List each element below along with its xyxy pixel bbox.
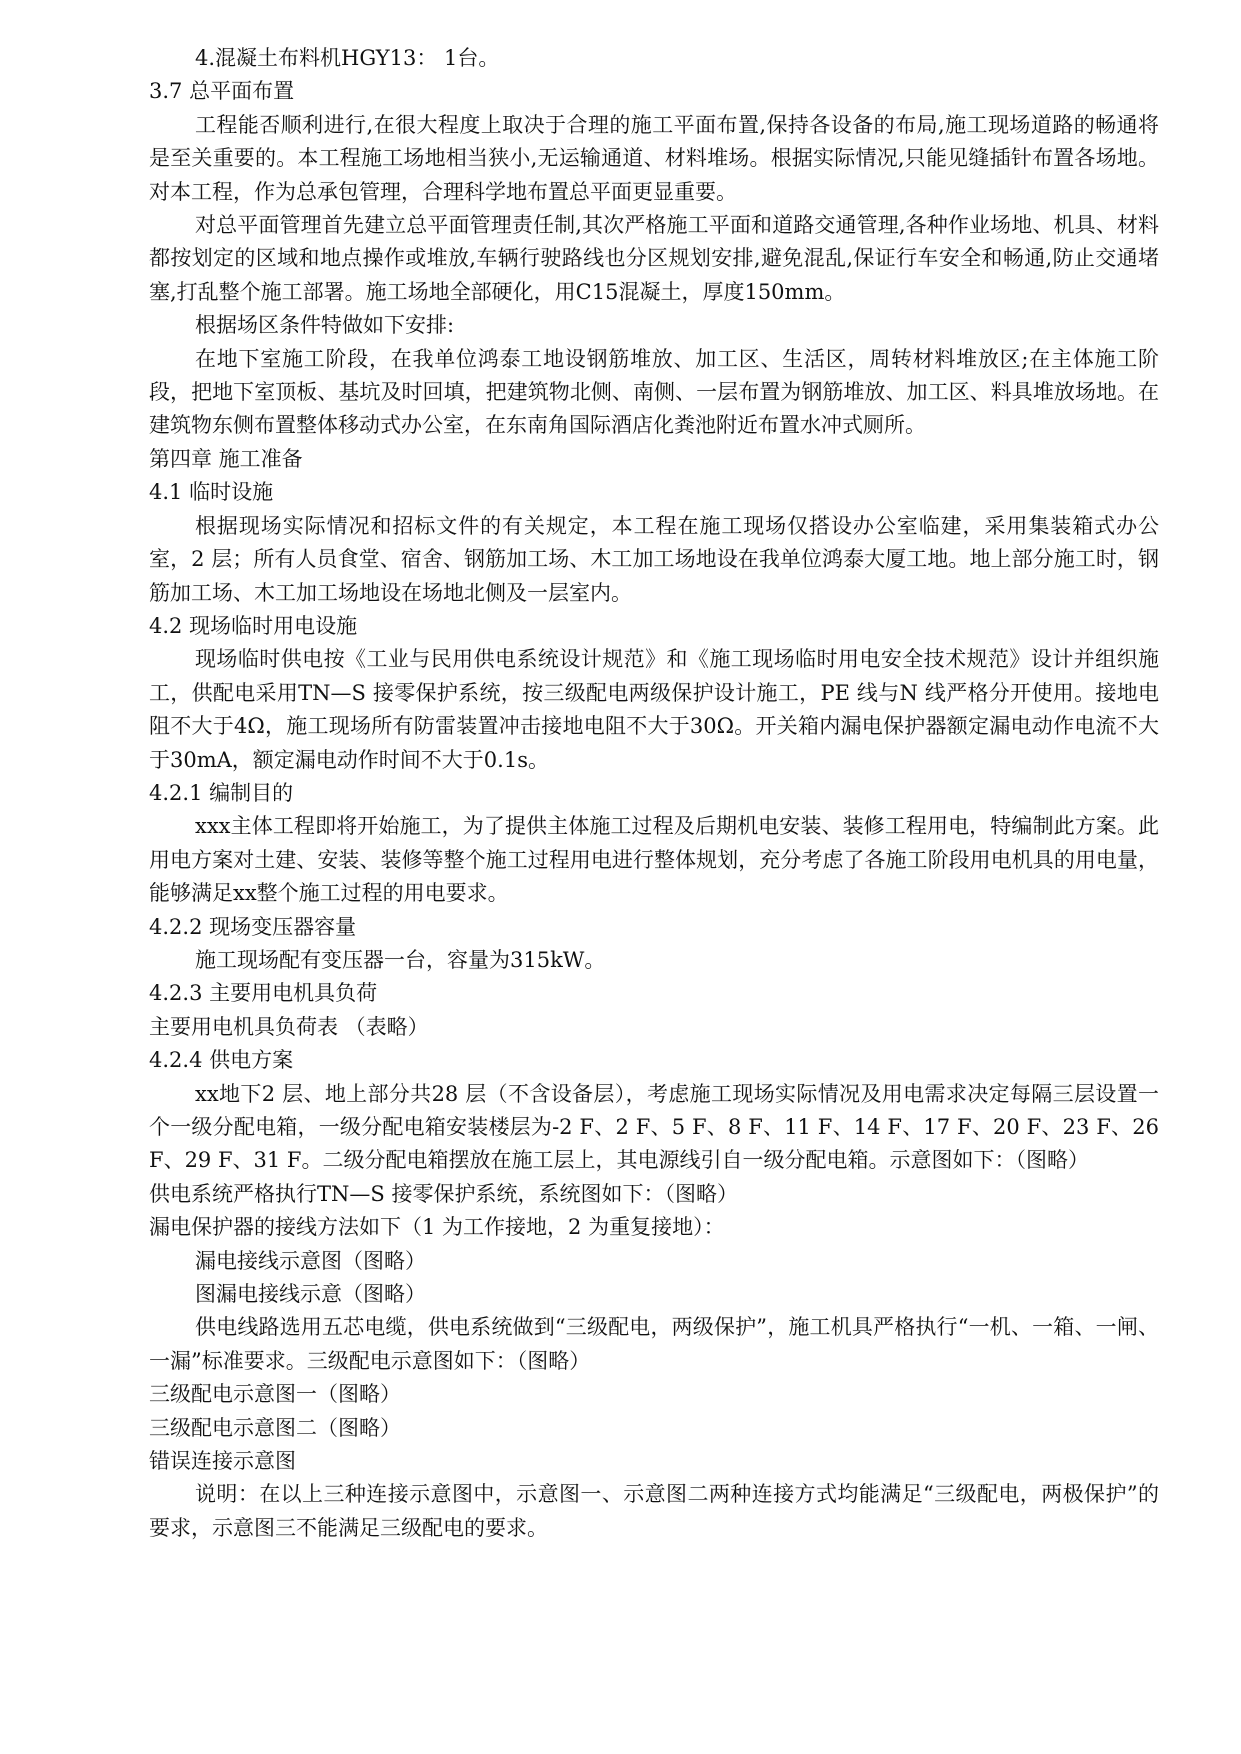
body-paragraph: 施工现场配有变压器一台，容量为315kW。 <box>195 947 606 972</box>
figure-caption: 图漏电接线示意（图略） <box>195 1282 426 1307</box>
chapter-heading-4: 第四章 施工准备 <box>149 446 303 471</box>
body-paragraph: 根据场区条件特做如下安排: <box>195 313 455 338</box>
body-paragraph: 在地下室施工阶段，在我单位鸿泰工地设钢筋堆放、加工区、生活区，周转材料堆放区;在主体施工阶段，把地下室顶板、基坑及时回填，把建筑物北侧、南侧、一层布置为钢筋堆放、加工区、料具堆放场地。在建筑物东侧布置整体移动式办公室，在东南角国际酒店化粪池附近布置水冲式厕所。 <box>149 346 1159 438</box>
figure-caption: 漏电接线示意图（图略） <box>195 1248 426 1273</box>
body-paragraph: xx地下2 层、地上部分共28 层（不含设备层），考虑施工现场实际情况及用电需求决定每隔三层设置一个一级分配电箱，一级分配电箱安装楼层为-2 F、2 F、5 F、8 F、11 F、14 F、17 F、20 F、23 F、26 F、29 F、31 F。二级分配电箱摆放在施工层上，其电源线引自一级分配电箱。示意图如下：（图略） <box>149 1081 1159 1173</box>
section-heading-4-2-4: 4.2.4 供电方案 <box>149 1048 294 1073</box>
body-paragraph: 说明：在以上三种连接示意图中，示意图一、示意图二两种连接方式均能满足“三级配电，两极保护”的要求，示意图三不能满足三级配电的要求。 <box>149 1482 1159 1540</box>
body-paragraph: 供电线路选用五芯电缆，供电系统做到“三级配电，两级保护”，施工机具严格执行“一机、一箱、一闸、一漏”标准要求。三级配电示意图如下：（图略） <box>149 1315 1159 1373</box>
section-heading-4-2: 4.2 现场临时用电设施 <box>149 613 358 638</box>
section-heading-4-2-2: 4.2.2 现场变压器容量 <box>149 914 357 939</box>
section-heading-3-7: 3.7 总平面布置 <box>149 79 295 104</box>
figure-caption: 错误连接示意图 <box>149 1449 296 1474</box>
body-paragraph: 现场临时供电按《工业与民用供电系统设计规范》和《施工现场临时用电安全技术规范》设计并组织施工，供配电采用TN—S 接零保护系统，按三级配电两级保护设计施工，PE 线与N 线严格分开使用。接地电阻不大于4Ω，施工现场所有防雷装置冲击接地电阻不大于30Ω。开关箱内漏电保护器额定漏电动作电流不大于30mA，额定漏电动作时间不大于0.1s。 <box>149 647 1159 772</box>
body-paragraph: 对总平面管理首先建立总平面管理责任制,其次严格施工平面和道路交通管理,各种作业场地、机具、材料都按划定的区域和地点操作或堆放,车辆行驶路线也分区规划安排,避免混乱,保证行车安全和畅通,防止交通堵塞,打乱整个施工部署。施工场地全部硬化，用C15混凝土，厚度150mm。 <box>149 213 1159 304</box>
figure-caption: 三级配电示意图一（图略） <box>149 1382 401 1407</box>
body-line: 漏电保护器的接线方法如下（1 为工作接地，2 为重复接地）： <box>149 1215 725 1240</box>
body-paragraph: xxx主体工程即将开始施工，为了提供主体施工过程及后期机电安装、装修工程用电，特编制此方案。此用电方案对土建、安装、装修等整个施工过程用电进行整体规划，充分考虑了各施工阶段用电机具的用电量，能够满足xx整个施工过程的用电要求。 <box>149 814 1159 906</box>
body-line: 供电系统严格执行TN—S 接零保护系统，系统图如下：（图略） <box>149 1181 738 1206</box>
section-heading-4-2-1: 4.2.1 编制目的 <box>149 780 294 805</box>
section-heading-4-1: 4.1 临时设施 <box>149 480 274 505</box>
table-caption: 主要用电机具负荷表 （表略） <box>149 1014 429 1039</box>
document-page <box>149 42 1159 1545</box>
body-paragraph: 根据现场实际情况和招标文件的有关规定，本工程在施工现场仅搭设办公室临建，采用集装箱式办公室，2 层；所有人员食堂、宿舍、钢筋加工场、木工加工场地设在我单位鸿泰大厦工地。地上部分施工时，钢筋加工场、木工加工场地设在场地北侧及一层室内。 <box>149 513 1159 605</box>
section-heading-4-2-3: 4.2.3 主要用电机具负荷 <box>149 981 378 1006</box>
figure-caption: 三级配电示意图二（图略） <box>149 1415 401 1440</box>
list-item-concrete-spreader: 4.混凝土布料机HGY13： 1台。 <box>195 46 500 70</box>
body-paragraph: 工程能否顺利进行,在很大程度上取决于合理的施工平面布置,保持各设备的布局,施工现场道路的畅通将是至关重要的。本工程施工场地相当狭小,无运输通道、材料堆场。根据实际情况,只能见缝插针布置各场地。对本工程，作为总承包管理，合理科学地布置总平面更显重要。 <box>149 112 1159 204</box>
